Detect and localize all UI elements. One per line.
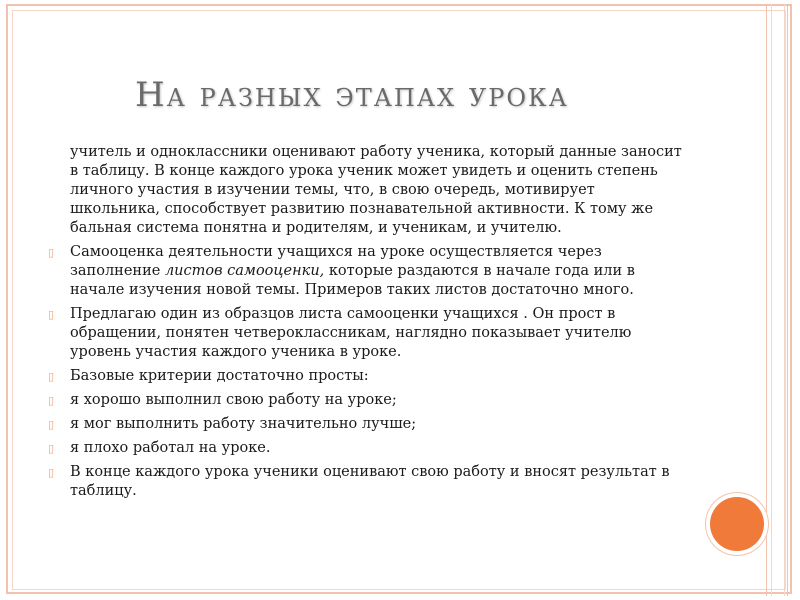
list-item: [48, 439, 688, 458]
bullet-icon: ▯: [48, 308, 55, 321]
intro-paragraph: учитель и одноклассники оценивают работу ученика, который данные заносит в таблицу. В конце каждого урока ученик может увидеть и оценить степень личного участия в изучении темы, что, в свою очередь, мотивирует школьника, способствует развитию познавательной активности. К тому же бальная система понятна и родителям, и ученикам, и учителю.: [70, 144, 682, 236]
bullet-icon: ▯: [48, 466, 55, 479]
bullet-icon: ▯: [48, 394, 55, 407]
bullet-list: [48, 243, 688, 501]
item-text: Базовые критерии достаточно просты:: [70, 368, 369, 384]
bullet-icon: ▯: [48, 418, 55, 431]
bullet-icon: ▯: [48, 370, 55, 383]
item-text: Предлагаю один из образцов листа самооценки учащихся . Он прост в обращении, понятен четвероклассникам, наглядно показывает учителю уровень участия каждого ученика в уроке.: [70, 306, 632, 360]
list-item: [48, 243, 688, 300]
item-text: я плохо работал на уроке.: [70, 440, 271, 456]
list-item: [48, 415, 688, 434]
list-item: [48, 463, 688, 501]
item-text: я мог выполнить работу значительно лучше;: [70, 416, 417, 432]
bullet-icon: ▯: [48, 246, 55, 259]
item-text: я хорошо выполнил свою работу на уроке;: [70, 392, 397, 408]
item-text-after: которые раздаются в начале года или в начале изучения новой темы. Примеров таких листов достаточно много.: [70, 263, 635, 298]
slide-title: На разных этапах урока: [135, 75, 569, 115]
item-text: В конце каждого урока ученики оценивают свою работу и вносят результат в таблицу.: [70, 464, 670, 499]
decor-circle: [710, 497, 764, 551]
bullet-icon: ▯: [48, 442, 55, 455]
item-text-emphasis: листов самооценки,: [164, 263, 325, 279]
slide-body: [48, 143, 688, 506]
list-item: [48, 391, 688, 410]
item-text-before: Самооценка деятельности учащихся на уроке осуществляется через заполнение: [70, 244, 602, 279]
list-item: [48, 305, 688, 362]
list-item: [48, 367, 688, 386]
right-decor-bar: [766, 4, 788, 596]
